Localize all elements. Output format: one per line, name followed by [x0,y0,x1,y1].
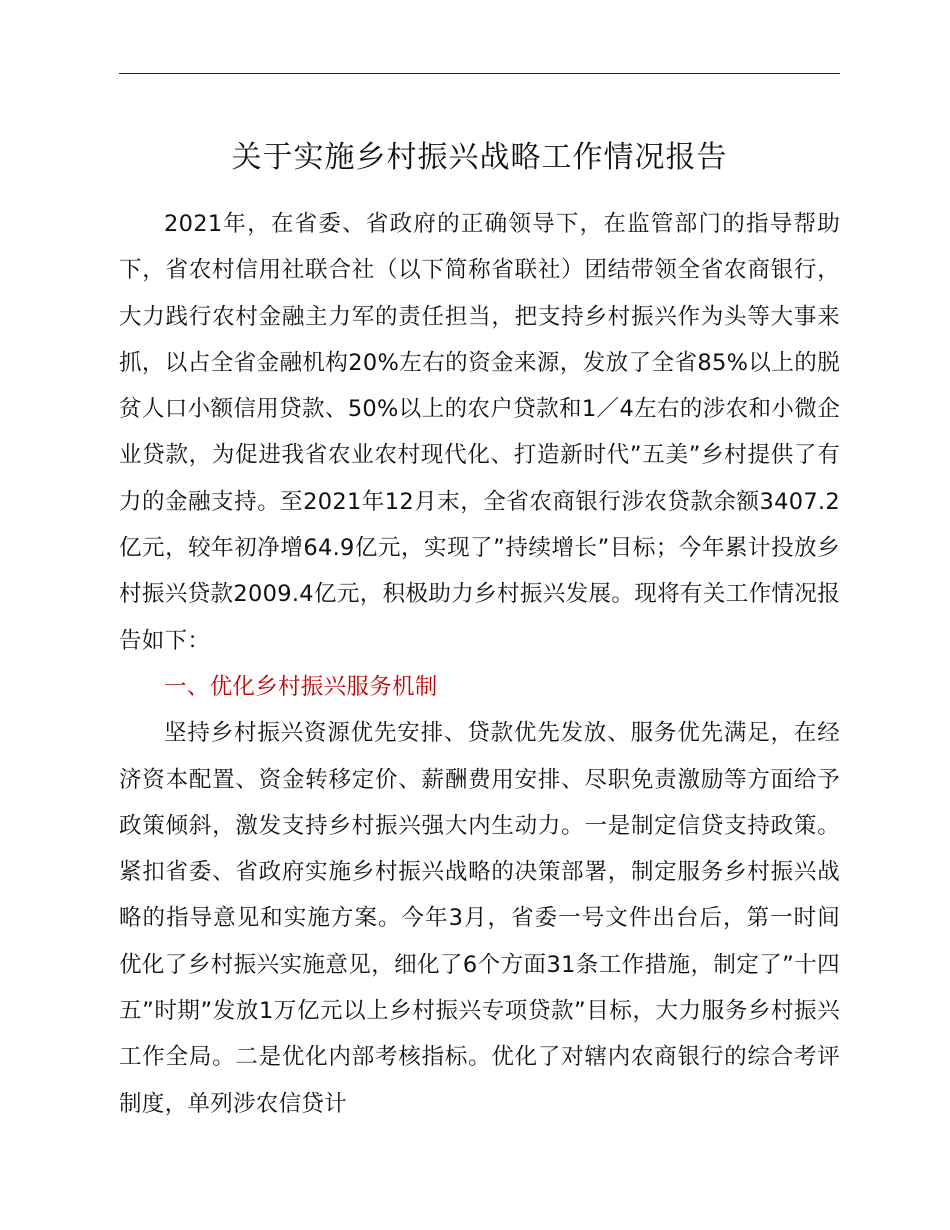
document-body [119,201,840,1127]
header-rule [119,73,840,74]
document-title: 关于实施乡村振兴战略工作情况报告 [231,140,728,175]
section-heading-1: 一、优化乡村振兴服务机制 [164,673,438,700]
section-paragraph-1: 坚持乡村振兴资源优先安排、贷款优先发放、服务优先满足，在经济资本配置、资金转移定价、薪酬费用安排、尽职免责激励等方面给予政策倾斜，激发支持乡村振兴强大内生动力。一是制定信贷支持政策。紧扣省委、省政府实施乡村振兴战略的决策部署，制定服务乡村振兴战略的指导意见和实施方案。今年3月，省委一号文件出台后，第一时间优化了乡村振兴实施意见，细化了6个方面31条工作措施，制定了”十四五”时期”发放1万亿元以上乡村振兴专项贷款”目标，大力服务乡村振兴工作全局。二是优化内部考核指标。优化了对辖内农商银行的综合考评制度，单列涉农信贷计 [119,720,840,1117]
intro-paragraph: 2021年，在省委、省政府的正确领导下，在监管部门的指导帮助下，省农村信用社联合社（以下简称省联社）团结带领全省农商银行，大力践行农村金融主力军的责任担当，把支持乡村振兴作为头等大事来抓，以占全省金融机构20%左右的资金来源，发放了全省85%以上的脱贫人口小额信用贷款、50%以上的农户贷款和1／4左右的涉农和小微企业贷款，为促进我省农业农村现代化、打造新时代”五美”乡村提供了有力的金融支持。至2021年12月末，全省农商银行涉农贷款余额3407.2亿元，较年初净增64.9亿元，实现了”持续增长”目标；今年累计投放乡村振兴贷款2009.4亿元，积极助力乡村振兴发展。现将有关工作情况报告如下： [119,211,840,654]
